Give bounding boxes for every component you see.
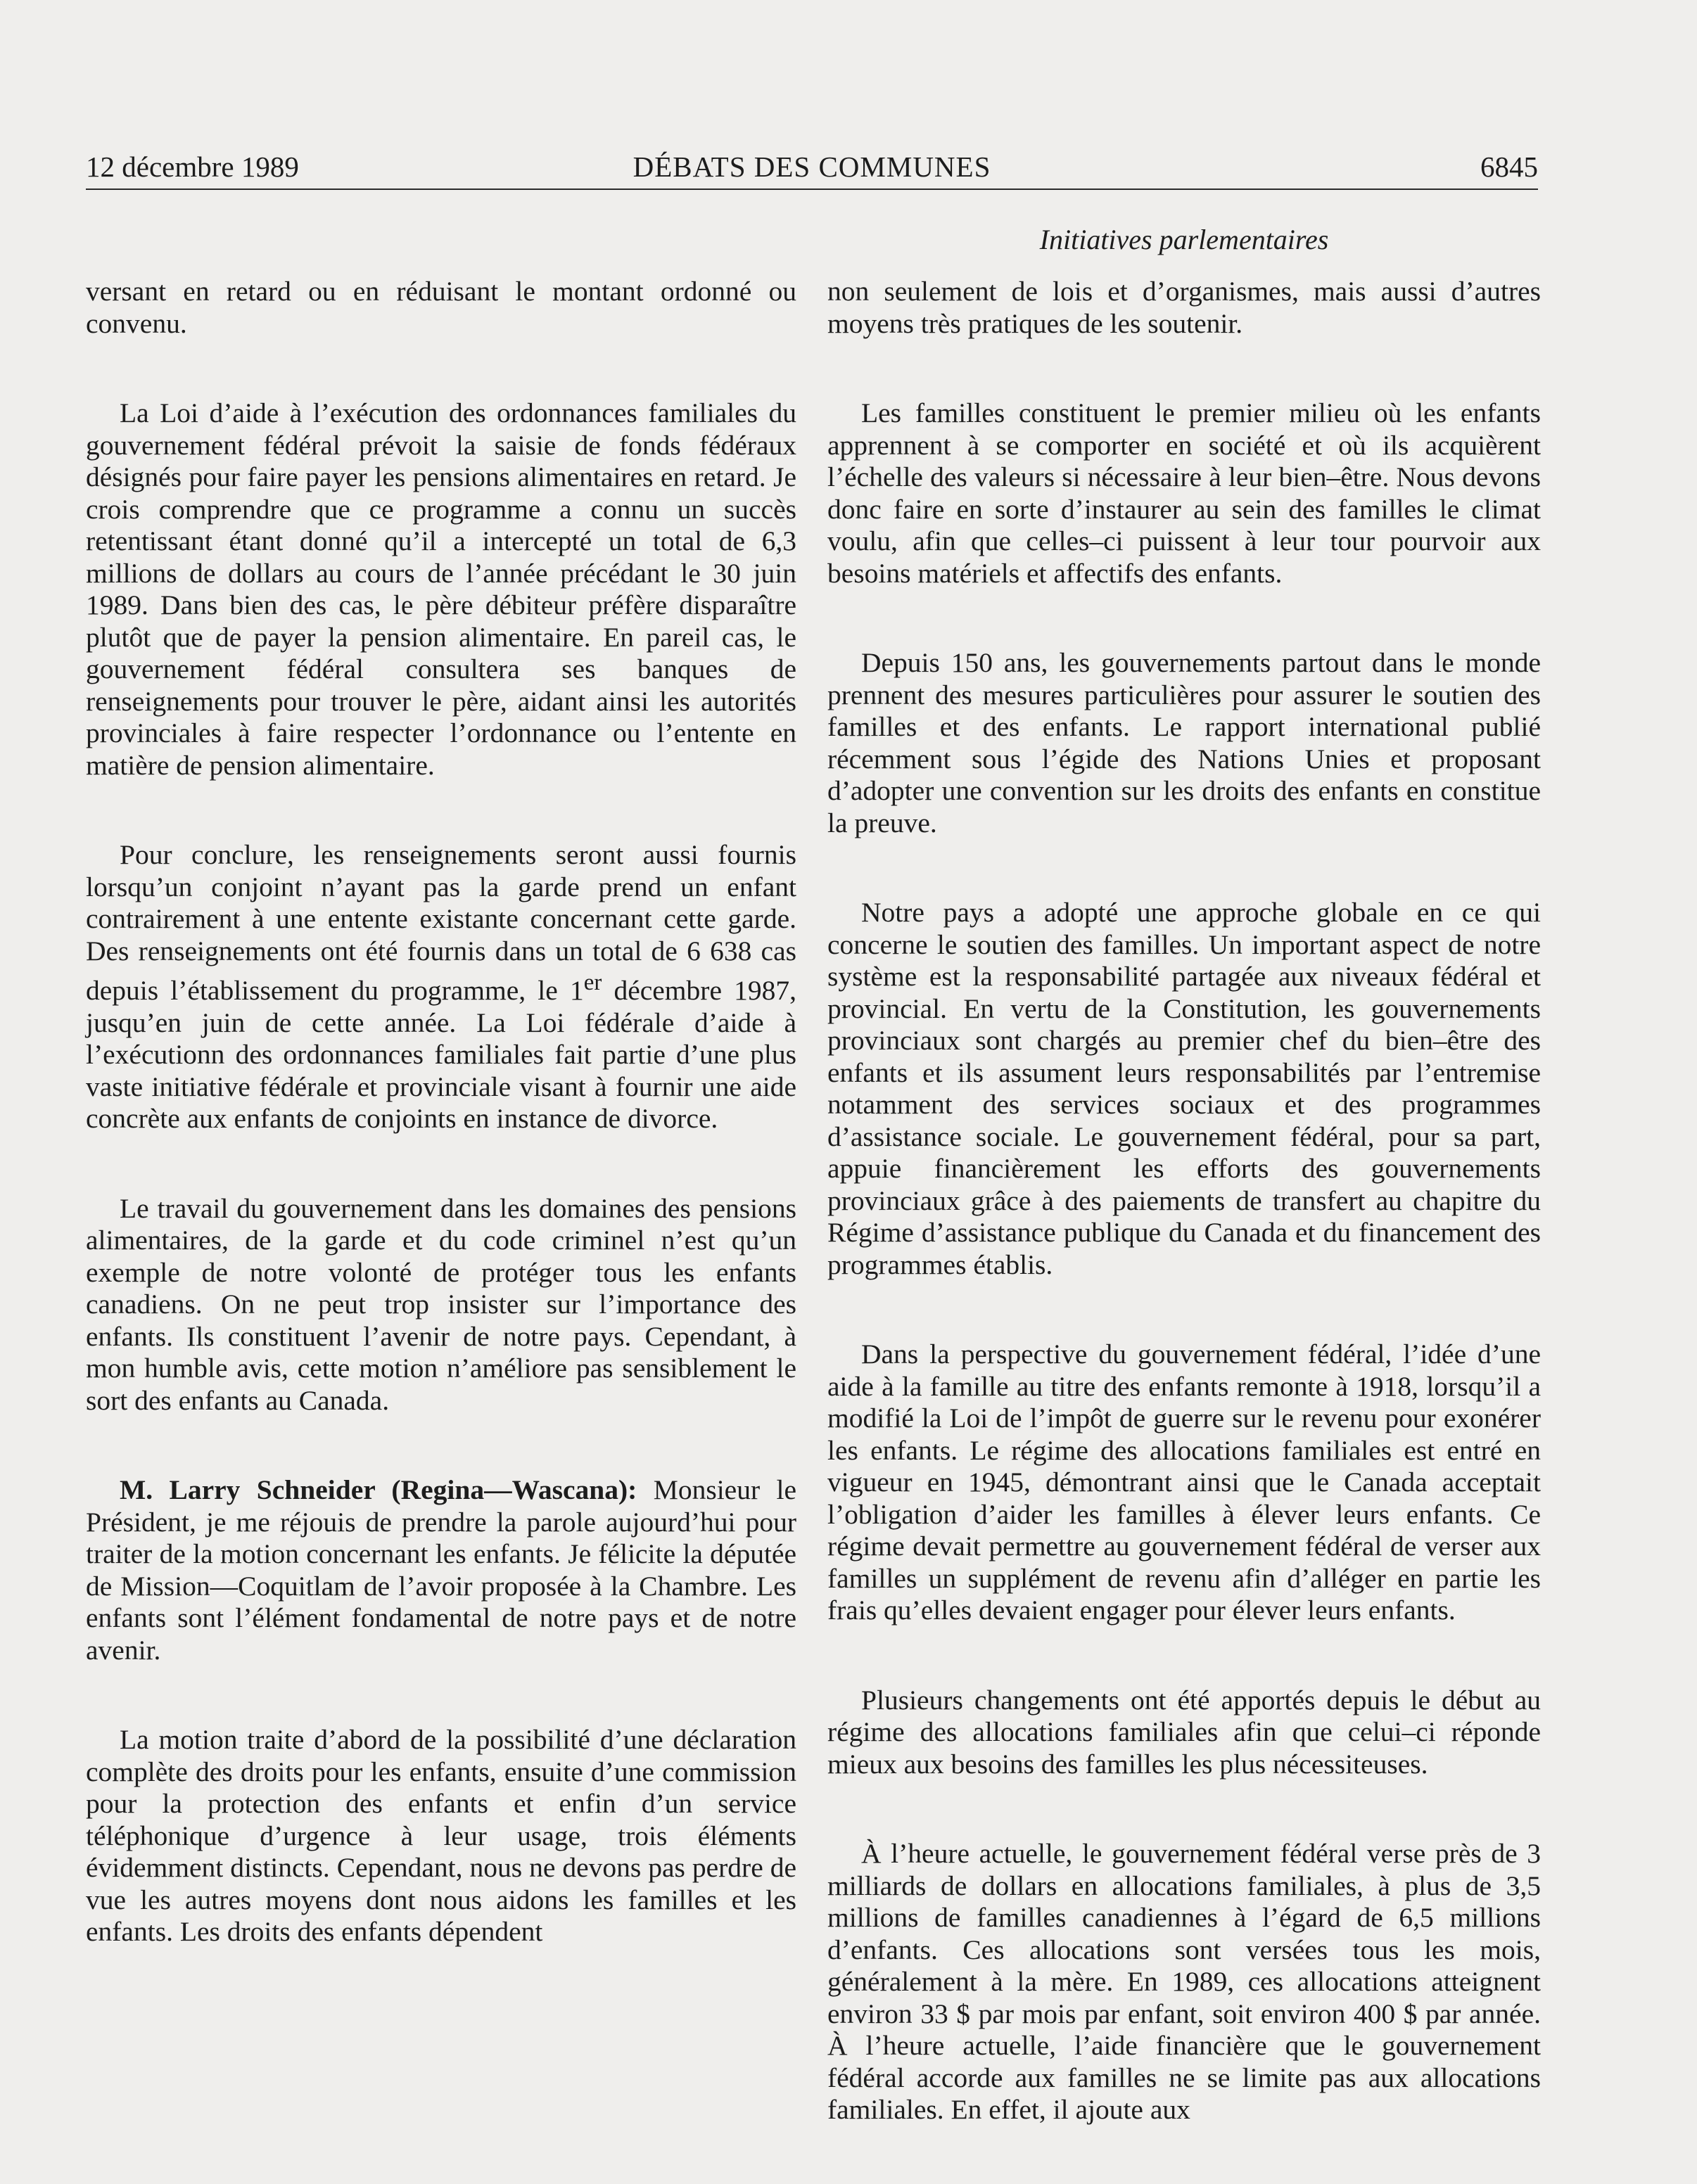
right-column	[827, 276, 1541, 2184]
paragraph-text: Monsieur le Président, je me réjouis de prendre la parole aujourd’hui pour traiter de la motion concernant les enfants. Je félicite la députée de Mission—Coquitlam de l’avoir proposée à la Chambre. Les enfants sont l’élément fondamental de notre pays et de notre avenir.	[86, 1474, 796, 1666]
paragraph	[86, 839, 796, 1135]
header-date: 12 décembre 1989	[86, 151, 299, 183]
left-column	[86, 276, 796, 2006]
ordinal-superscript: er	[583, 970, 602, 995]
publication-title: DÉBATS DES COMMUNES	[633, 151, 991, 183]
paragraph: Plusieurs changements ont été apportés depuis le début au régime des allocations familiales afin que celui–ci réponde mieux aux besoins des familles les plus nécessiteuses.	[827, 1684, 1541, 1780]
paragraph: Les familles constituent le premier milieu où les enfants apprennent à se comporter en société et où ils acquièrent l’échelle des valeurs si nécessaire à leur bien–être. Nous devons donc faire en sorte d’instaurer au sein des familles le climat voulu, afin que celles–ci puissent à leur tour pourvoir aux besoins matériels et affectifs des enfants.	[827, 397, 1541, 589]
paragraph-text: décembre 1987, jusqu’en juin de cette année. La Loi fédérale d’aide à l’exécutionn des ordonnances familiales fait partie d’une plus vaste initiative fédérale et provinciale visant à fournir une aide concrète aux enfants de conjoints en instance de divorce.	[86, 975, 797, 1135]
section-heading: Initiatives parlementaires	[1039, 224, 1329, 255]
paragraph: non seulement de lois et d’organismes, mais aussi d’autres moyens très pratiques de les soutenir.	[827, 276, 1541, 339]
paragraph: Depuis 150 ans, les gouvernements partout dans le monde prennent des mesures particulières pour assurer le soutien des familles et des enfants. Le rapport international publié récemment sous l’égide des Nations Unies et proposant d’adopter une convention sur les droits des enfants en constitue la preuve.	[827, 647, 1541, 838]
speaker-name: M. Larry Schneider (Regina—Wascana):	[120, 1474, 637, 1506]
paragraph-text: Pour conclure, les renseignements seront aussi fournis lorsqu’un conjoint n’ayant pas la garde prend un enfant contrairement à une entente existante concernant cette garde. Des renseignements ont été fournis dans un total de 6 638 cas depuis l’établissement du programme, le 1	[86, 839, 796, 1007]
speaker-paragraph	[86, 1474, 796, 1666]
paragraph: versant en retard ou en réduisant le montant ordonné ou convenu.	[86, 276, 796, 339]
page-header	[86, 146, 1538, 187]
paragraph: Notre pays a adopté une approche globale en ce qui concerne le soutien des familles. Un important aspect de notre système est la responsabilité partagée aux niveaux fédéral et provincial. En vertu de la Constitution, les gouvernements provinciaux sont chargés au premier chef du bien–être des enfants et ils assument leurs responsabilités par l’entremise notamment des services sociaux et des programmes d’assistance sociale. Le gouvernement fédéral, pour sa part, appuie financièrement les efforts des gouvernements provinciaux grâce à des paiements de transfert au chapitre du Régime d’assistance publique du Canada et du financement des programmes établis.	[827, 897, 1541, 1280]
paragraph: La motion traite d’abord de la possibilité d’une déclaration complète des droits pour les enfants, ensuite d’une commission pour la protection des enfants et enfin d’un service téléphonique d’urgence à leur usage, trois éléments évidemment distincts. Cependant, nous ne devons pas perdre de vue les autres moyens dont nous aidons les familles et les enfants. Les droits des enfants dépendent	[86, 1724, 796, 1948]
page-number: 6845	[1480, 151, 1538, 183]
paragraph: La Loi d’aide à l’exécution des ordonnances familiales du gouvernement fédéral prévoit la saisie de fonds fédéraux désignés pour faire payer les pensions alimentaires en retard. Je crois comprendre que ce programme a connu un succès retentissant étant donné qu’il a intercepté un total de 6,3 millions de dollars au cours de l’année précédant le 30 juin 1989. Dans bien des cas, le père débiteur préfère disparaître plutôt que de payer la pension alimentaire. En pareil cas, le gouvernement fédéral consultera ses banques de renseignements pour trouver le père, aidant ainsi les autorités provinciales à faire respecter l’ordonnance ou l’entente en matière de pension alimentaire.	[86, 397, 796, 781]
header-rule	[86, 189, 1538, 190]
paragraph: Le travail du gouvernement dans les domaines des pensions alimentaires, de la garde et du code criminel n’est qu’un exemple de notre volonté de protéger tous les enfants canadiens. On ne peut trop insister sur l’importance des enfants. Ils constituent l’avenir de notre pays. Cependant, à mon humble avis, cette motion n’améliore pas sensiblement le sort des enfants au Canada.	[86, 1192, 796, 1416]
paragraph: Dans la perspective du gouvernement fédéral, l’idée d’une aide à la famille au titre des enfants remonte à 1918, lorsqu’il a modifié la Loi de l’impôt de guerre sur le revenu pour exonérer les enfants. Le régime des allocations familiales est entré en vigueur en 1945, démontrant ainsi que le Canada acceptait l’obligation d’aider les familles à élever leurs enfants. Ce régime devait permettre au gouvernement fédéral de verser aux familles un supplément de revenu afin d’alléger en partie les frais qu’elles devaient engager pour élever leurs enfants.	[827, 1339, 1541, 1626]
paragraph: À l’heure actuelle, le gouvernement fédéral verse près de 3 milliards de dollars en allocations familiales, à plus de 3,5 millions de familles canadiennes à l’égard de 6,5 millions d’enfants. Ces allocations sont versées tous les mois, généralement à la mère. En 1989, ces allocations atteignent environ 33 $ par mois par enfant, soit environ 400 $ par année. À l’heure actuelle, l’aide financière que le gouvernement fédéral accorde aux familles ne se limite pas aux allocations familiales. En effet, il ajoute aux	[827, 1838, 1541, 2125]
